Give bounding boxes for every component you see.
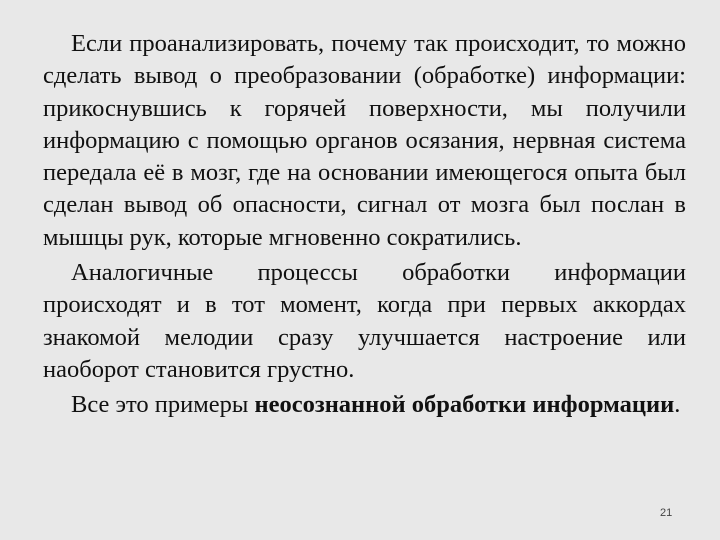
conclusion-tail: . (674, 391, 681, 419)
paragraph-conclusion (43, 389, 686, 421)
paragraph-hot-surface: Если проанализировать, почему так происходит, то можно сделать вывод о преобразовании (обработке) информации: прикоснувшись к горячей поверхности, мы получили информацию с помощью органов осязания, нервная система передала её в мозг, где на основании имеющегося опыта был сделан вывод об опасности, сигнал от мозга был послан в мышцы рук, которые мгновенно сократились. (43, 30, 686, 251)
conclusion-lead: Все это примеры (71, 391, 255, 419)
body-text (43, 28, 686, 422)
conclusion-emphasis: неосознанной обработки информации (254, 391, 675, 419)
paragraph-melody: Аналогичные процессы обработки информации происходят и в тот момент, когда при первых аккордах знакомой мелодии сразу улучшается настроение или наоборот становится грустно. (43, 259, 686, 383)
page-number: 21 (660, 507, 673, 519)
